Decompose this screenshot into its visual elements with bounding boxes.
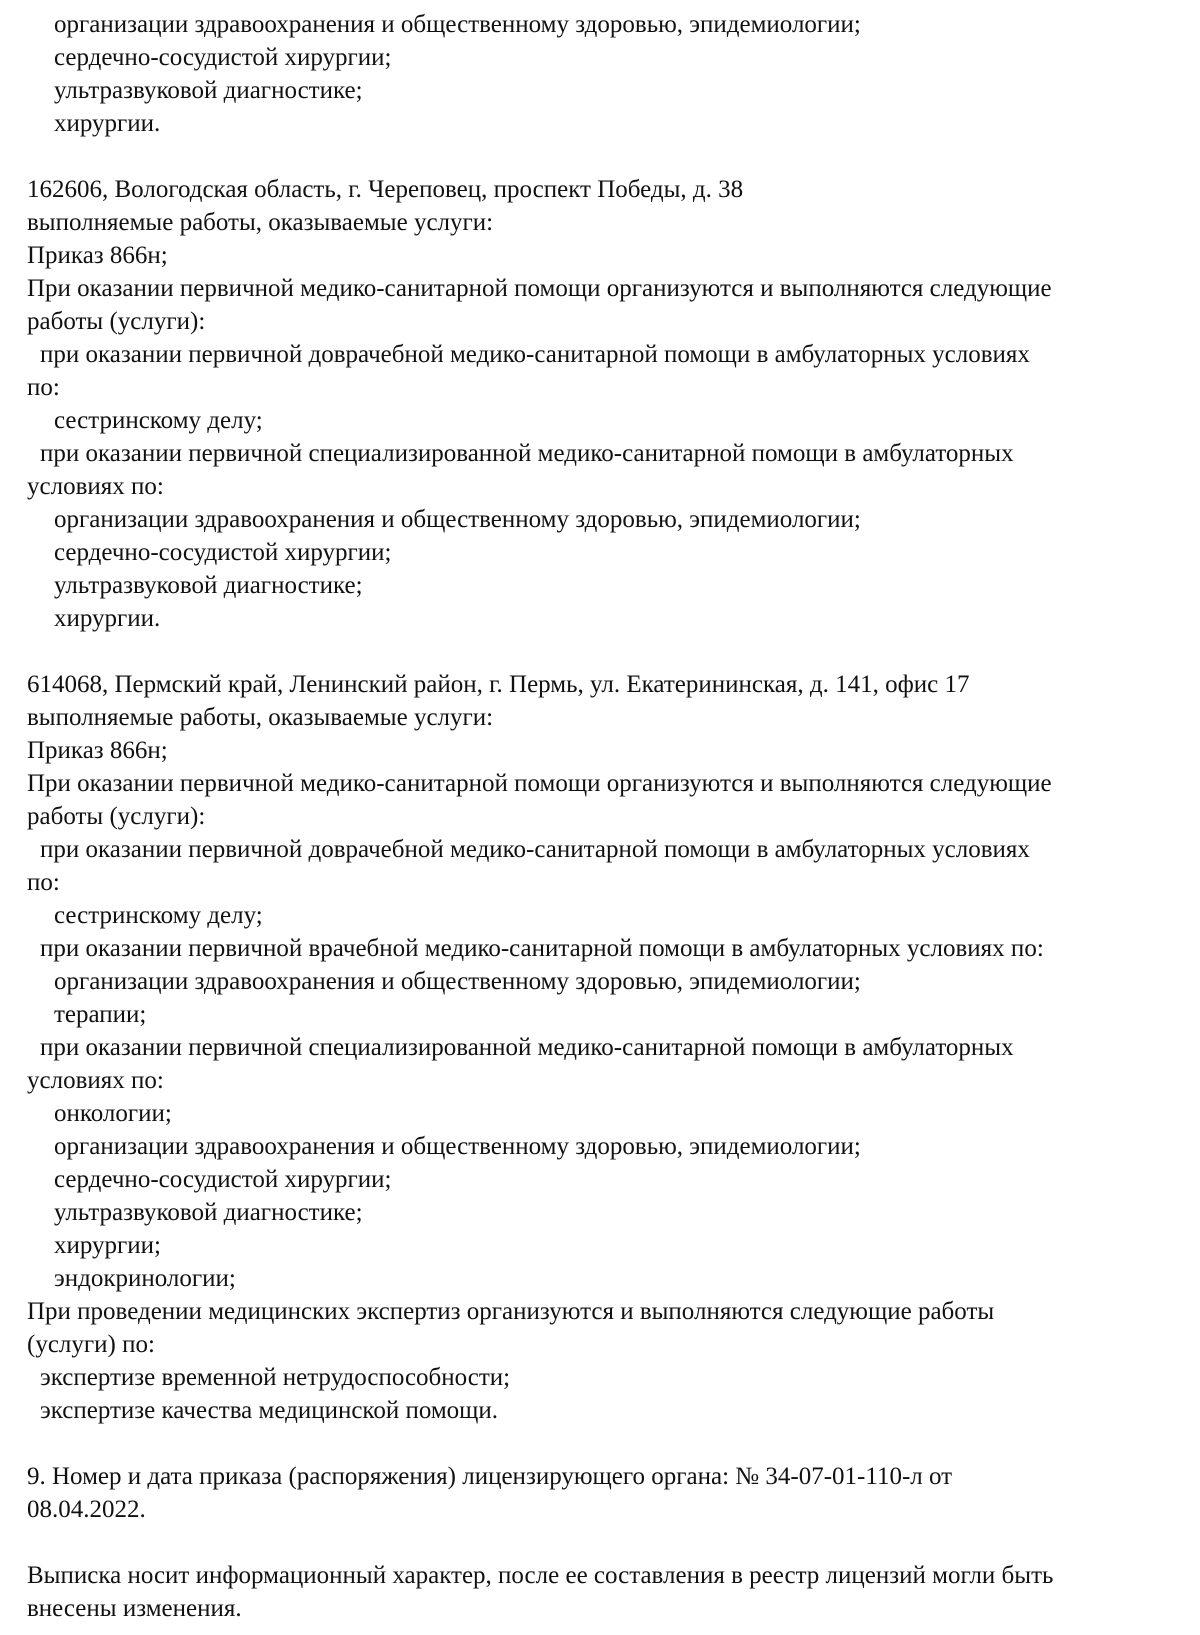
text-line: 08.04.2022. [27, 1496, 146, 1523]
text-line: сердечно-сосудистой хирургии; [54, 1166, 392, 1193]
text-line: экспертизе качества медицинской помощи. [40, 1397, 499, 1424]
text-line: сердечно-сосудистой хирургии; [54, 44, 392, 71]
text-line: по: [27, 374, 60, 401]
text-line: работы (услуги): [27, 308, 206, 335]
text-line: работы (услуги): [27, 803, 206, 830]
text-line: выполняемые работы, оказываемые услуги: [27, 209, 494, 236]
text-line: условиях по: [27, 473, 164, 500]
text-line: ультразвуковой диагностике; [54, 1199, 363, 1226]
text-line: экспертизе временной нетрудоспособности; [40, 1364, 511, 1391]
text-line: ультразвуковой диагностике; [54, 572, 363, 599]
text-line: эндокринологии; [54, 1265, 236, 1292]
text-line: организации здравоохранения и общественному здоровью, эпидемиологии; [54, 11, 861, 38]
text-line: Приказ 866н; [27, 737, 168, 764]
text-line: онкологии; [54, 1100, 172, 1127]
block-spacer [27, 1427, 1200, 1460]
cherepovets-address-block [27, 173, 1200, 635]
text-line: внесены изменения. [27, 1595, 242, 1622]
text-line: хирургии. [54, 110, 161, 137]
disclaimer-block [27, 1559, 1200, 1625]
top-services-block [27, 8, 1200, 140]
text-line: при оказании первичной специализированной медико-санитарной помощи в амбулаторных [40, 1034, 1014, 1061]
text-line: при оказании первичной доврачебной медико-санитарной помощи в амбулаторных условиях [40, 341, 1030, 368]
text-line: организации здравоохранения и общественному здоровью, эпидемиологии; [54, 968, 861, 995]
text-line: по: [27, 869, 60, 896]
text-line: При проведении медицинских экспертиз организуются и выполняются следующие работы [27, 1298, 995, 1325]
text-line: При оказании первичной медико-санитарной помощи организуются и выполняются следующие [27, 275, 1052, 302]
text-line: условиях по: [27, 1067, 164, 1094]
text-line: сестринскому делу; [54, 902, 263, 929]
text-line: 9. Номер и дата приказа (распоряжения) лицензирующего органа: № 34-07-01-110-л от [27, 1463, 953, 1490]
text-line: хирургии. [54, 605, 161, 632]
block-spacer [27, 140, 1200, 173]
text-line: сердечно-сосудистой хирургии; [54, 539, 392, 566]
text-line: терапии; [54, 1001, 147, 1028]
text-line: Приказ 866н; [27, 242, 168, 269]
text-line: организации здравоохранения и общественному здоровью, эпидемиологии; [54, 1133, 861, 1160]
license-order-block [27, 1460, 1200, 1526]
text-line: При оказании первичной медико-санитарной помощи организуются и выполняются следующие [27, 770, 1052, 797]
text-line: сестринскому делу; [54, 407, 263, 434]
text-line: 162606, Вологодская область, г. Череповец, проспект Победы, д. 38 [27, 176, 744, 203]
text-line: выполняемые работы, оказываемые услуги: [27, 704, 494, 731]
text-line: организации здравоохранения и общественному здоровью, эпидемиологии; [54, 506, 861, 533]
text-line: (услуги) по: [27, 1331, 155, 1358]
text-line: при оказании первичной доврачебной медико-санитарной помощи в амбулаторных условиях [40, 836, 1030, 863]
text-line: при оказании первичной врачебной медико-санитарной помощи в амбулаторных условиях по: [40, 935, 1044, 962]
text-line: ультразвуковой диагностике; [54, 77, 363, 104]
text-line: Выписка носит информационный характер, после ее составления в реестр лицензий могли быть [27, 1562, 1054, 1589]
block-spacer [27, 1526, 1200, 1559]
text-line: 614068, Пермский край, Ленинский район, г. Пермь, ул. Екатерининская, д. 141, офис 17 [27, 671, 970, 698]
text-line: хирургии; [54, 1232, 162, 1259]
perm-address-block [27, 668, 1200, 1427]
block-spacer [27, 635, 1200, 668]
text-line: при оказании первичной специализированной медико-санитарной помощи в амбулаторных [40, 440, 1014, 467]
